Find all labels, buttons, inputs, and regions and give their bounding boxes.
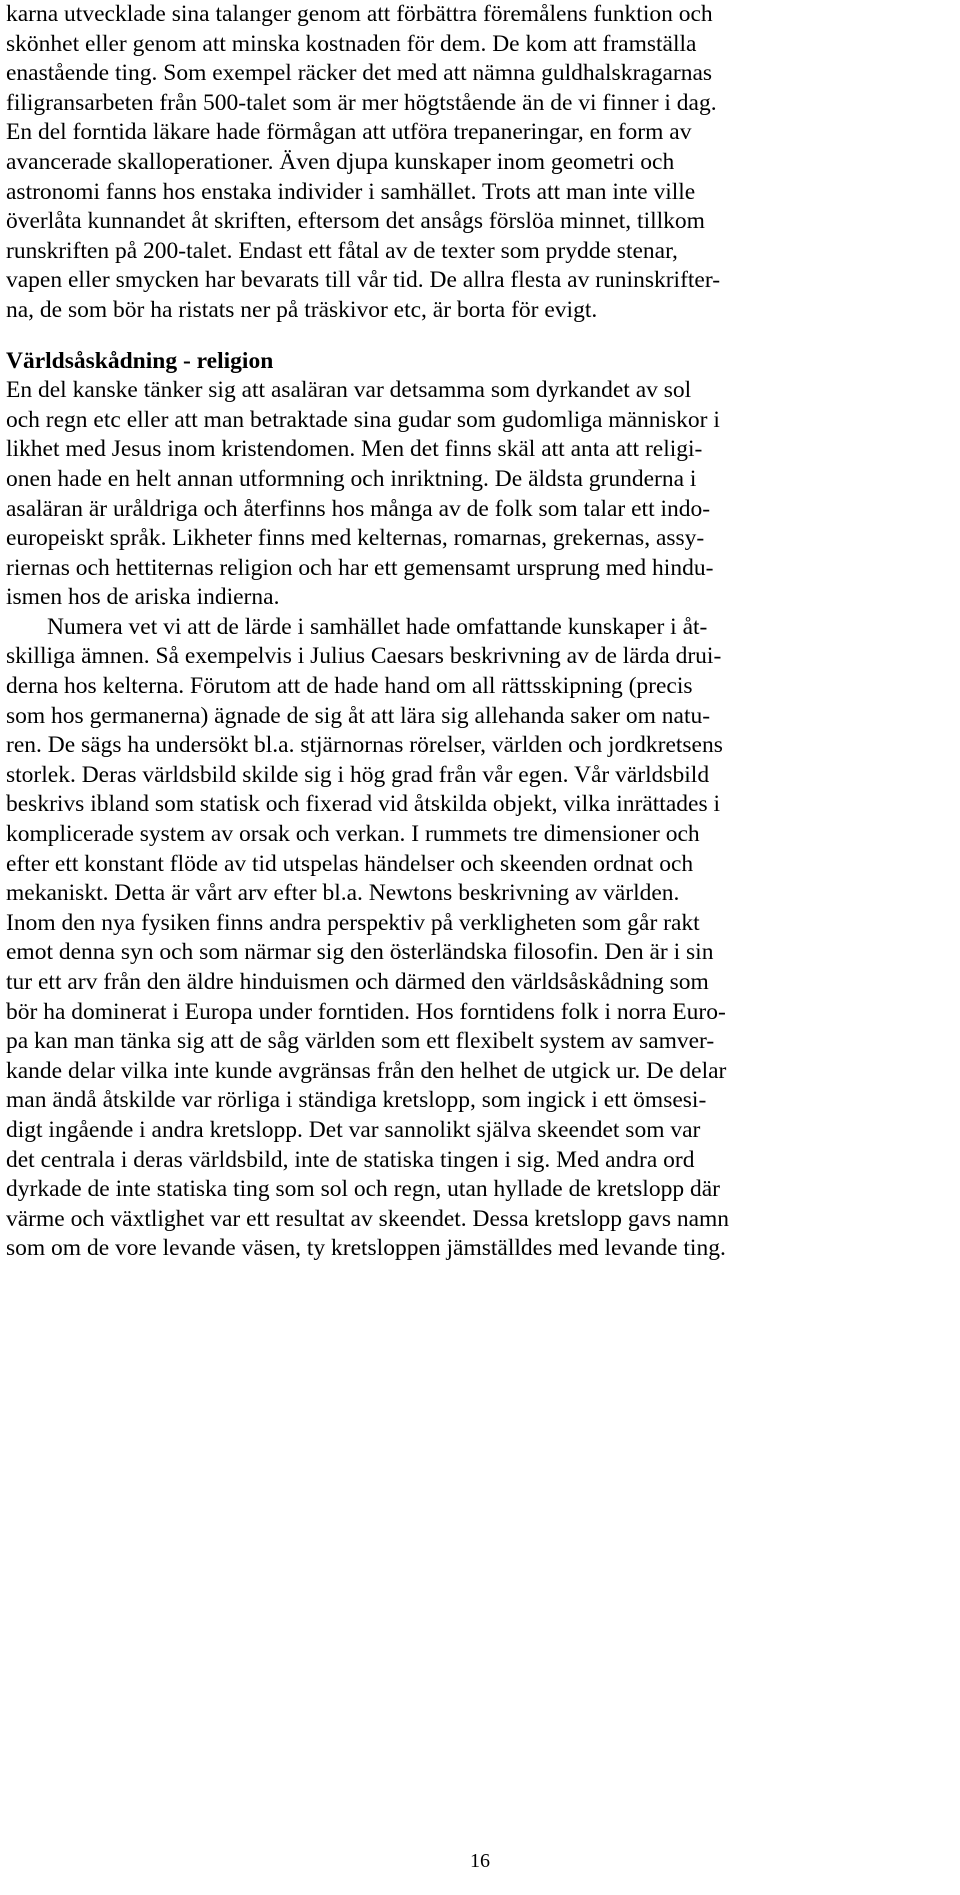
text-line: bör ha dominerat i Europa under forntiden. Hos forntidens folk i norra Euro-	[6, 998, 726, 1025]
text-line: beskrivs ibland som statisk och fixerad vid åtskilda objekt, vilka inrättades i	[6, 791, 720, 818]
document-page	[6, 0, 952, 1264]
text-line: komplicerade system av orsak och verkan. I rummets tre dimensioner och	[6, 821, 700, 848]
text-line: och regn etc eller att man betraktade sina gudar som gudomliga människor i	[6, 406, 720, 433]
text-line: avancerade skalloperationer. Även djupa kunskaper inom geometri och	[6, 148, 675, 175]
text-line: tur ett arv från den äldre hinduismen och därmed den världsåskådning som	[6, 969, 709, 995]
text-line: enastående ting. Som exempel räcker det med att nämna guldhalskragarnas	[6, 60, 713, 87]
text-line: det centrala i deras världsbild, inte de statiska tingen i sig. Med andra ord	[6, 1146, 695, 1173]
text-line: Inom den nya fysiken finns andra perspektiv på verkligheten som går rakt	[6, 909, 700, 936]
text-line: skilliga ämnen. Så exempelvis i Julius Caesars beskrivning av de lärda drui-	[6, 643, 722, 670]
text-line: värme och växtlighet var ett resultat av skeendet. Dessa kretslopp gavs namn	[6, 1205, 730, 1232]
text-line: man ändå åtskilde var rörliga i ständiga kretslopp, som ingick i ett ömsesi-	[6, 1087, 707, 1114]
text-line: ismen hos de ariska indierna.	[6, 584, 280, 611]
text-line: runskriften på 200-talet. Endast ett fåtal av de texter som prydde stenar,	[6, 237, 678, 264]
text-line: kande delar vilka inte kunde avgränsas från den helhet de utgick ur. De delar	[6, 1057, 727, 1084]
text-line: likhet med Jesus inom kristendomen. Men det finns skäl att anta att religi-	[6, 436, 703, 463]
text-line: efter ett konstant flöde av tid utspelas händelser och skeenden ordnat och	[6, 850, 694, 877]
text-line: skönhet eller genom att minska kostnaden för dem. De kom att framställa	[6, 30, 697, 57]
text-line: riernas och hettiternas religion och har ett gemensamt ursprung med hindu-	[6, 554, 714, 581]
page-number: 16	[470, 1850, 490, 1872]
text-line: En del kanske tänker sig att asaläran var detsamma som dyrkandet av sol	[6, 377, 692, 404]
paragraph-3	[6, 613, 952, 1264]
text-line: som hos germanerna) ägnade de sig åt att lära sig allehanda saker om natu-	[6, 702, 711, 729]
text-line: pa kan man tänka sig att de såg världen som ett flexibelt system av samver-	[6, 1028, 715, 1055]
text-line: vapen eller smycken har bevarats till vår tid. De allra flesta av runinskrifter-	[6, 267, 721, 294]
text-line: ren. De sägs ha undersökt bl.a. stjärnornas rörelser, världen och jordkretsens	[6, 732, 723, 759]
text-line: dyrkade de inte statiska ting som sol och regn, utan hyllade de kretslopp där	[6, 1176, 720, 1203]
text-line: derna hos kelterna. Förutom att de hade hand om all rättsskipning (precis	[6, 673, 693, 700]
text-line: storlek. Deras världsbild skilde sig i hög grad från vår egen. Vår världsbild	[6, 761, 710, 788]
text-line: karna utvecklade sina talanger genom att förbättra föremålens funktion och	[6, 1, 713, 27]
text-line: astronomi fanns hos enstaka individer i samhället. Trots att man inte ville	[6, 178, 696, 205]
paragraph-2	[6, 376, 952, 613]
text-line: digt ingående i andra kretslopp. Det var sannolikt själva skeendet som var	[6, 1116, 701, 1143]
text-line: En del forntida läkare hade förmågan att utföra trepaneringar, en form av	[6, 119, 692, 146]
paragraph-1	[6, 0, 952, 326]
text-line: mekaniskt. Detta är vårt arv efter bl.a. Newtons beskrivning av världen.	[6, 880, 680, 907]
text-line: filigransarbeten från 500-talet som är mer högtstående än de vi finner i dag.	[6, 89, 717, 116]
text-line: emot denna syn och som närmar sig den österländska filosofin. Den är i sin	[6, 939, 714, 966]
text-line: Numera vet vi att de lärde i samhället hade omfattande kunskaper i åt-	[47, 613, 708, 640]
section-heading: Världsåskådning - religion	[6, 347, 274, 374]
text-line: som om de vore levande väsen, ty kretsloppen jämställdes med levande ting.	[6, 1235, 726, 1262]
text-line: asaläran är uråldriga och återfinns hos många av de folk som talar ett indo-	[6, 495, 711, 522]
section-gap	[6, 326, 952, 347]
text-line: na, de som bör ha ristats ner på träskivor etc, är borta för evigt.	[6, 296, 598, 323]
text-line: överlåta kunnandet åt skriften, eftersom det ansågs förslöa minnet, tillkom	[6, 208, 705, 235]
text-line: onen hade en helt annan utformning och inriktning. De äldsta grunderna i	[6, 465, 697, 492]
text-line: europeiskt språk. Likheter finns med kelternas, romarnas, grekernas, assy-	[6, 525, 705, 552]
